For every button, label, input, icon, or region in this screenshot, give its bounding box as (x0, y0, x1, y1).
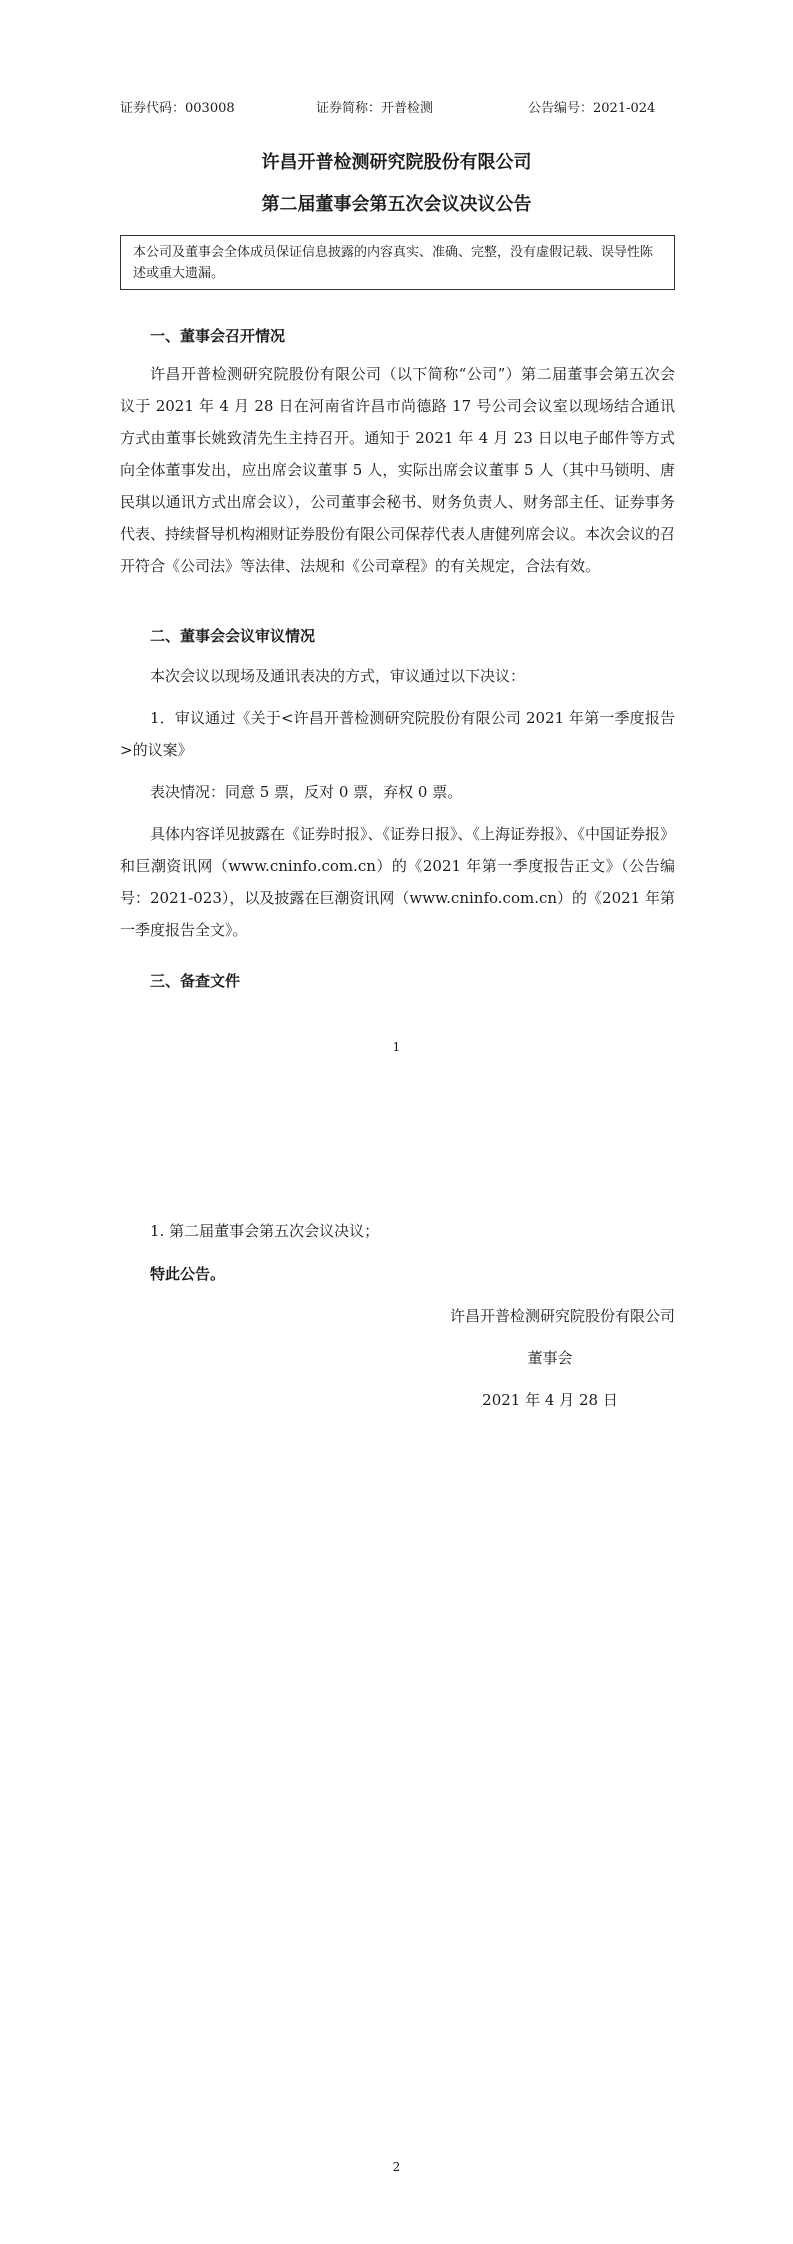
section3-heading: 三、备查文件 (150, 972, 241, 990)
vote-result: 表决情况：同意 5 票，反对 0 票，弃权 0 票。 (150, 783, 463, 801)
signature-date: 2021 年 4 月 28 日 (482, 1391, 618, 1409)
stock-abbreviation: 证券简称：开普检测 (316, 101, 434, 116)
page-number-1: 1 (392, 1040, 401, 1054)
reference-doc-item: 1. 第二届董事会第五次会议决议； (150, 1222, 380, 1240)
section1-paragraph: 许昌开普检测研究院股份有限公司（以下简称“公司”）第二届董事会第五次会议于 2021 年 4 月 28 日在河南省许昌市尚德路 17 号公司会议室以现场结合通讯方式由董事长姚致清先生主持召开。通知于 2021 年 4 月 23 日以电子邮件等方式向全体董事发出，应出席会议董事 5 人，实际出席会议董事 5 人（其中马锁明、唐民琪以通讯方式出席会议），公司董事会秘书、财务负责人、财务部主任、证券事务代表、持续督导机构湘财证券股份有限公司保荐代表人唐健列席会议。本次会议的召开符合《公司法》等法律、法规和《公司章程》的有关规定，合法有效。 (120, 365, 676, 575)
resolution-item-1: 1．审议通过《关于<许昌开普检测研究院股份有限公司 2021 年第一季度报告>的议案》 (120, 709, 675, 759)
section1-body (120, 358, 675, 582)
disclosure-notice-box: 本公司及董事会全体成员保证信息披露的内容真实、准确、完整，没有虚假记载、误导性陈述或重大遗漏。 (120, 235, 675, 290)
announcement-closing: 特此公告。 (150, 1265, 226, 1283)
section1-heading: 一、董事会召开情况 (150, 327, 286, 345)
section2-heading: 二、董事会会议审议情况 (150, 627, 316, 645)
section2-body (120, 660, 675, 946)
section2-intro: 本次会议以现场及通讯表决的方式，审议通过以下决议： (150, 667, 526, 685)
page-number-2: 2 (392, 2160, 401, 2174)
stock-code: 证券代码：003008 (120, 101, 235, 116)
document-title: 第二届董事会第五次会议决议公告 (261, 194, 532, 215)
signature-board: 董事会 (527, 1349, 573, 1367)
disclosure-detail: 具体内容详见披露在《证券时报》、《证券日报》、《上海证券报》、《中国证券报》和巨潮资讯网（www.cninfo.com.cn）的《2021 年第一季度报告正文》（公告编号：2021-023），以及披露在巨潮资讯网（www.cninfo.com.cn）的《2021 年第一季度报告全文》。 (120, 825, 676, 939)
signature-company: 许昌开普检测研究院股份有限公司 (449, 1307, 675, 1325)
notice-number: 公告编号：2021-024 (528, 101, 656, 116)
company-title: 许昌开普检测研究院股份有限公司 (261, 152, 532, 173)
